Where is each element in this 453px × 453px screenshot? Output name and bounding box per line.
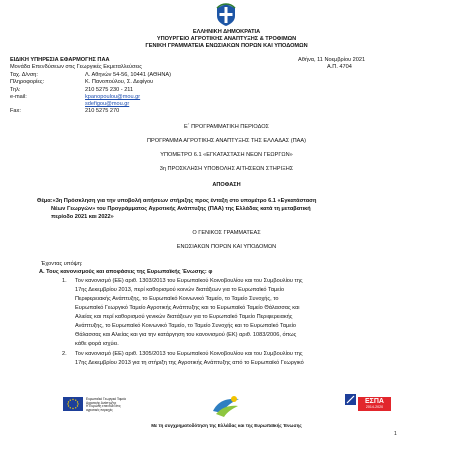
item-1-line: Αλιείας και περί καθορισμού γενικών διατάξεων για το Ευρωπαϊκό Ταμείο Περιφερειακής — [75, 314, 293, 320]
decision-heading: ΑΠΟΦΑΣΗ — [212, 182, 241, 188]
eu-flag-icon — [63, 397, 83, 411]
item-1-line: Ευρωπαϊκό Γεωργικό Ταμείο Αγροτικής Ανάπτυξης και το Ευρωπαϊκό Ταμείο Θάλασσας και — [75, 305, 300, 311]
item-1-line: Θάλασσας και Αλιείας και για την κατάργηση του κανονισμού (ΕΚ) αριθ. 1083/2006, όπως — [75, 332, 297, 338]
office-unit: Μονάδα Επενδύσεων στις Γεωργικές Εκμεταλλεύσεις — [10, 64, 142, 70]
item-1-line: Περιφερειακής Ανάπτυξης, το Ευρωπαϊκό Κοινωνικό Ταμείο, το Ταμείο Συνοχής, το — [75, 296, 279, 302]
protocol-number: Α.Π. 4704 — [327, 64, 352, 70]
contact-fax-label: Fax: — [10, 108, 21, 114]
contact-fax-value: 210 5275 270 — [85, 108, 120, 114]
contact-info-label: Πληροφορίες: — [10, 79, 45, 85]
eu-fund-caption — [86, 398, 128, 413]
email-link-sdefigou[interactable]: sdefigou@mou.gr — [85, 101, 130, 107]
programme-measure: ΥΠΟΜΕΤΡΟ 6.1 «ΕΓΚΑΤΑΣΤΑΣΗ ΝΕΩΝ ΓΕΩΡΓΩΝ» — [160, 152, 293, 158]
page-number: 1 — [394, 431, 397, 437]
contact-phone-label: Τηλ: — [10, 87, 21, 93]
programme-title: ΠΡΟΓΡΑΜΜΑ ΑΓΡΟΤΙΚΗΣ ΑΝΑΠΤΥΞΗΣ ΤΗΣ ΕΛΛΑΔΑΣ (ΠΑΑ) — [147, 138, 306, 144]
subject-line-3: περίοδο 2021 και 2022» — [51, 214, 114, 220]
place-date: Αθήνα, 11 Νοεμβρίου 2021 — [298, 57, 366, 63]
programme-period: Ε΄ ΠΡΟΓΡΑΜΜΑΤΙΚΗ ΠΕΡΙΟΔΟΣ — [183, 124, 270, 130]
header-ministry: ΥΠΟΥΡΓΕΙΟ ΑΓΡΟΤΙΚΗΣ ΑΝΑΠΤΥΞΗΣ & ΤΡΟΦΙΜΩΝ — [156, 36, 297, 42]
rural-development-programme-logo — [210, 393, 242, 419]
item-number-2: 2. — [62, 351, 67, 357]
contact-phone-value: 210 5275 230 - 211 — [85, 87, 134, 93]
item-1-line: κάθε φορά ισχύει. — [75, 341, 119, 347]
espa-years: 2014-2020 — [365, 405, 384, 409]
considering-label: Έχοντας υπόψη: — [41, 261, 83, 267]
contact-address-label: Ταχ. Δ/νση: — [10, 72, 38, 78]
item-1-line: 17ης Δεκεμβρίου 2013, περί καθορισμού κοινών διατάξεων για το Ευρωπαϊκό Ταμείο — [75, 287, 285, 293]
greek-emblem-icon — [215, 3, 237, 27]
item-2-line: 17ης Δεκεμβρίου 2013 για τη στήριξη της Αγροτικής Ανάπτυξης από το Ευρωπαϊκό Γεωργικό — [75, 360, 304, 366]
item-2-line: Τον κανονισμό (ΕΕ) αριθ. 1305/2013 του Ευρωπαϊκού Κοινοβουλίου και του Συμβουλίου της — [75, 351, 303, 357]
item-number-1: 1. — [62, 278, 67, 284]
eu-fund-caption-line-1: Ευρωπαϊκό Γεωργικό Ταμείο Αγροτικής Ανάπτυξης — [86, 397, 127, 405]
item-1-line: Τον κανονισμό (ΕΕ) αριθ. 1303/2013 του Ευρωπαϊκού Κοινοβουλίου και του Συμβουλίου της — [75, 278, 303, 284]
header-secretariat: ΓΕΝΙΚΗ ΓΡΑΜΜΑΤΕΙΑ ΕΝΩΣΙΑΚΩΝ ΠΟΡΩΝ ΚΑΙ ΥΠΟΔΟΜΩΝ — [145, 43, 308, 49]
office-name: ΕΙΔΙΚΗ ΥΠΗΡΕΣΙΑ ΕΦΑΡΜΟΓΗΣ ΠΑΑ — [10, 57, 110, 63]
contact-info-value: Κ. Πανοπούλου, Σ. Δεφίγου — [85, 79, 154, 85]
signer-office: ΕΝΩΣΙΑΚΩΝ ΠΟΡΩΝ ΚΑΙ ΥΠΟΔΟΜΩΝ — [176, 244, 277, 250]
eu-agricultural-fund-logo — [63, 397, 128, 417]
subject-line-1: Θέμα:«3η Πρόσκληση για την υποβολή αιτήσεων στήριξης προς ένταξη στο υπομέτρο 6.1 «Εγκατάσταση — [37, 198, 317, 204]
programme-call: 3η ΠΡΟΣΚΛΗΣΗ ΥΠΟΒΟΛΗΣ ΑΙΤΗΣΕΩΝ ΣΤΗΡΙΞΗΣ — [159, 166, 294, 172]
section-a-heading: Α. Τους κανονισμούς και αποφάσεις της Ευρωπαϊκής Ένωσης: φ — [39, 269, 213, 275]
header-country: ΕΛΛΗΝΙΚΗ ΔΗΜΟΚΡΑΤΙΑ — [192, 29, 261, 35]
email-link-kpanopoulou[interactable]: kpanopoulou@mou.gr — [85, 94, 141, 100]
signer-title: Ο ΓΕΝΙΚΟΣ ΓΡΑΜΜΑΤΕΑΣ — [192, 230, 261, 236]
subject-line-2: Νέων Γεωργών» του Προγράμματος Αγροτικής Ανάπτυξης (ΠΑΑ) της Ελλάδας κατά τη μεταβατική — [51, 206, 311, 212]
contact-email-label: e-mail: — [10, 94, 27, 100]
item-1-line: Ανάπτυξης, το Ευρωπαϊκό Κοινωνικό Ταμείο, το Ταμείο Συνοχής και το Ευρωπαϊκό Ταμείο — [75, 323, 297, 329]
espa-logo — [345, 394, 395, 418]
contact-address-value: Λ. Αθηνών 54-56, 10441 (ΑΘΗΝΑ) — [85, 72, 172, 78]
cofinance-note: Με τη συγχρηματοδότηση της Ελλάδας και της Ευρωπαϊκής Ένωσης — [151, 423, 302, 428]
eu-fund-caption-line-2: Η Ευρώπη επενδύει στις αγροτικές περιοχές — [86, 404, 121, 413]
espa-label: ΕΣΠΑ — [365, 398, 384, 405]
